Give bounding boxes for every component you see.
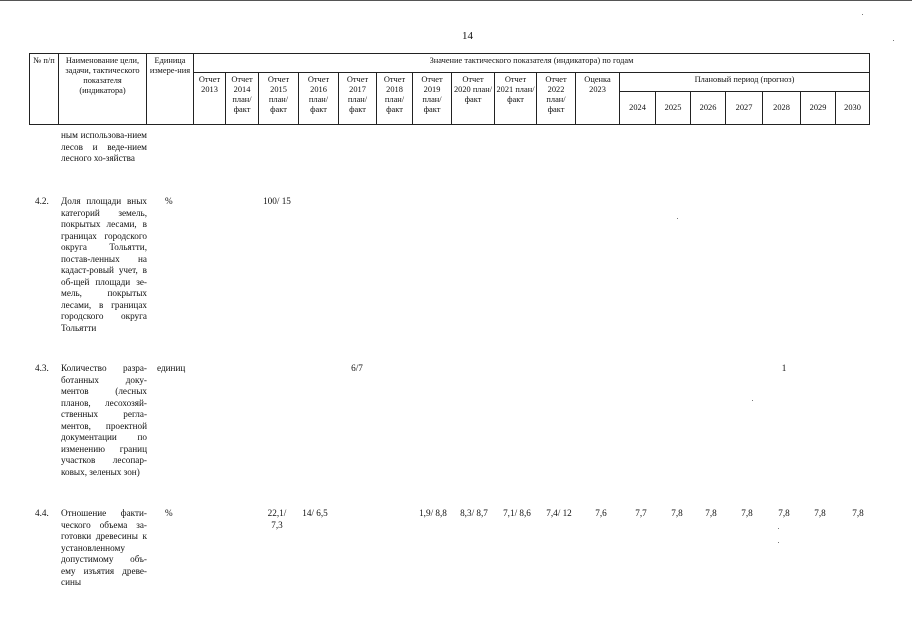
header-2017: Отчет 2017 план/ факт xyxy=(339,73,377,125)
header-plan-2026: 2026 xyxy=(691,92,726,125)
row-4-4-name: Отношение факти-ческого объема за-готовки древесины к установленному допустимому объ-ему изъятия древе-сины xyxy=(61,508,147,587)
row-4-3-plan-2028: 1 xyxy=(781,363,787,373)
header-2015: Отчет 2015 план/ факт xyxy=(259,73,299,125)
row-4-2-number: 4.2. xyxy=(35,196,49,206)
row-4-4-plan-2030: 7,8 xyxy=(852,508,864,518)
row-4-4-value-2021: 7,1/ 8,6 xyxy=(503,508,531,518)
header-plan-title: Плановый период (прогноз) xyxy=(620,73,870,92)
scan-speck xyxy=(778,528,779,529)
row-4-4-value-2020: 8,3/ 8,7 xyxy=(460,508,488,518)
page-number: 14 xyxy=(462,30,473,42)
header-2013: Отчет 2013 xyxy=(194,73,226,125)
header-plan-2030: 2030 xyxy=(836,92,870,125)
row-4-2-name: Доля площади вных категорий земель, покрытых лесами, в границах городского округа Тольятти, постав-ленных на кадаст-ровый учет, в об-щей площади зе-мель, покрытых лесами, в границах городского округа Тольятти xyxy=(61,196,147,333)
header-2023: Оценка 2023 xyxy=(576,73,620,125)
row-4-3-unit: единиц xyxy=(157,363,186,373)
scan-speck xyxy=(752,400,753,401)
row-4-4-plan-2029: 7,8 xyxy=(814,508,826,518)
header-plan-2024: 2024 xyxy=(620,92,656,125)
row-4-4-value-2015: 22,1/ 7,3 xyxy=(267,508,287,530)
row-4-4-plan-2028: 7,8 xyxy=(778,508,790,518)
header-plan-2029: 2029 xyxy=(801,92,836,125)
row-4-4-plan-2024: 7,7 xyxy=(635,508,647,518)
scan-speck xyxy=(893,40,894,41)
header-2016: Отчет 2016 план/ факт xyxy=(299,73,339,125)
row-4-4-plan-2025: 7,8 xyxy=(671,508,683,518)
row-4-4-value-2016: 14/ 6,5 xyxy=(302,508,328,518)
continuation-text: ным использова-нием лесов и веде-нием лесного хо-зяйства xyxy=(61,130,147,163)
header-plan-2028: 2028 xyxy=(763,92,801,125)
header-2020: Отчет 2020 план/ факт xyxy=(452,73,495,125)
scan-speck xyxy=(677,218,678,219)
header-col-unit: Единица измере-ния xyxy=(147,54,194,125)
row-4-4-plan-2026: 7,8 xyxy=(705,508,717,518)
row-4-3-value-2017: 6/7 xyxy=(351,363,363,373)
row-4-2-value-2015: 100/ 15 xyxy=(263,196,291,206)
header-2021: Отчет 2021 план/ факт xyxy=(495,73,537,125)
header-plan-2025: 2025 xyxy=(656,92,691,125)
header-col-num: № п/п xyxy=(30,54,59,125)
row-4-4-value-2022: 7,4/ 12 xyxy=(546,508,572,518)
scan-speck xyxy=(778,542,779,543)
header-col-name: Наименование цели, задачи, тактического показателя (индикатора) xyxy=(59,54,147,125)
header-2018: Отчет 2018 план/ факт xyxy=(377,73,413,125)
row-4-4-number: 4.4. xyxy=(35,508,49,518)
row-4-4-plan-2027: 7,8 xyxy=(741,508,753,518)
header-plan-2027: 2027 xyxy=(726,92,763,125)
row-4-3-name: Количество разра-ботанных доку-ментов (лесных планов, лесохозяй-ственных регла-ментов, проектной документации по изменению границ участков лесопар-ковых, зеленых зон) xyxy=(61,363,147,477)
header-2014: Отчет 2014 план/ факт xyxy=(226,73,259,125)
row-4-2-unit: % xyxy=(165,196,173,206)
header-group-title: Значение тактического показателя (индикатора) по годам xyxy=(194,54,870,73)
row-4-4-value-2019: 1,9/ 8,8 xyxy=(419,508,447,518)
row-4-4-unit: % xyxy=(165,508,173,518)
header-2019: Отчет 2019 план/ факт xyxy=(413,73,452,125)
row-4-4-estimate-2023: 7,6 xyxy=(595,508,607,518)
header-2022: Отчет 2022 план/ факт xyxy=(537,73,576,125)
row-4-3-number: 4.3. xyxy=(35,363,49,373)
scan-speck xyxy=(862,14,863,15)
